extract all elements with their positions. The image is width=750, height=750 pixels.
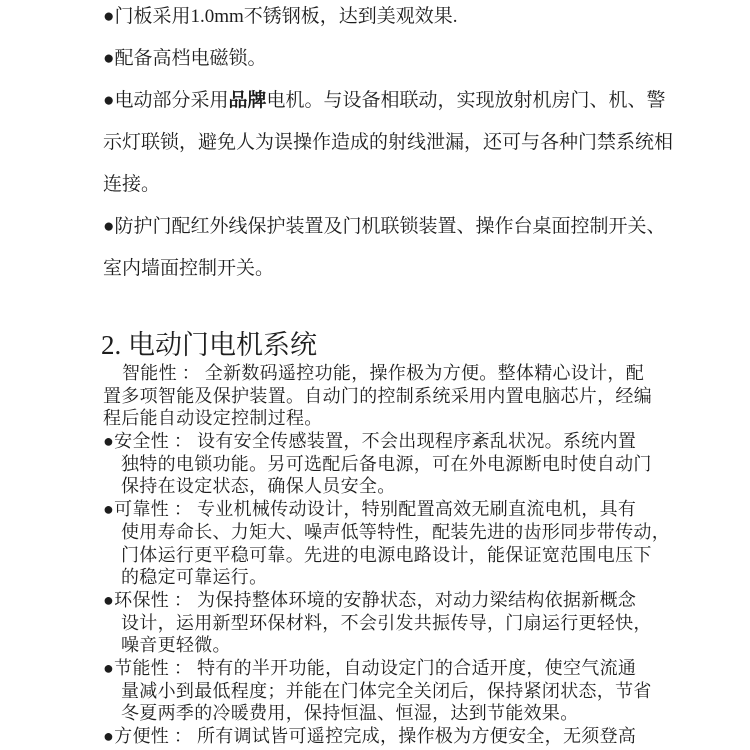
text-line: 保持在设定状态，确保人员安全。 bbox=[121, 476, 396, 497]
section-heading: 2. 电动门电机系统 bbox=[101, 330, 317, 360]
text-line: ●环保性 ： 为保持整体环境的安静状态，对动力梁结构依据新概念 bbox=[103, 589, 637, 610]
text-line: 冬夏两季的冷暖费用，保持恒温、恒湿，达到节能效果。 bbox=[121, 703, 579, 724]
text-line: 设计，运用新型环保材料，不会引发共振传导，门扇运行更轻快， bbox=[121, 612, 652, 633]
text-segment: 电机。与设备相联动，实现放射机房门、机、警 bbox=[266, 90, 666, 111]
text-line: ●安全性 ： 设有安全传感装置，不会出现程序紊乱状况。系统内置 bbox=[103, 431, 637, 452]
text-line: ●方便性 ： 所有调试皆可遥控完成，操作极为方便安全，无须登高 bbox=[103, 726, 637, 746]
text-segment: ●电动部分采用 bbox=[103, 90, 229, 111]
text-line: 的稳定可靠运行。 bbox=[121, 567, 268, 588]
text-line: 连接。 bbox=[103, 174, 161, 195]
text-line: ●配备高档电磁锁。 bbox=[103, 48, 267, 69]
text-line: 量减小到最低程度；并能在门体完全关闭后，保持紧闭状态，节省 bbox=[121, 680, 652, 701]
text-line: 示灯联锁，避免人为误操作造成的射线泄漏，还可与各种门禁系统相 bbox=[103, 132, 674, 153]
text-line: 独特的电锁功能。另可选配后备电源，可在外电源断电时使自动门 bbox=[121, 453, 652, 474]
text-line: 使用寿命长、力矩大、噪声低等特性，配装先进的齿形同步带传动， bbox=[121, 521, 670, 542]
text-line: ●门板采用1.0mm不锈钢板，达到美观效果. bbox=[103, 6, 458, 27]
text-line: 室内墙面控制开关。 bbox=[103, 258, 275, 279]
bold-text-segment: 品牌 bbox=[228, 90, 267, 111]
text-line: ●节能性 ： 特有的半开功能，自动设定门的合适开度，使空气流通 bbox=[103, 657, 637, 678]
top-bullet-section bbox=[103, 0, 673, 290]
text-line: 置多项智能及保护装置。自动门的控制系统采用内置电脑芯片，经编 bbox=[103, 385, 652, 406]
feature-list-section bbox=[103, 362, 670, 748]
text-line bbox=[103, 80, 673, 122]
text-line: 门体运行更平稳可靠。先进的电源电路设计，能保证宽范围电压下 bbox=[121, 544, 652, 565]
text-line: ●防护门配红外线保护装置及门机联锁装置、操作台桌面控制开关、 bbox=[103, 216, 666, 237]
text-line: ●可靠性 ： 专业机械传动设计，特别配置高效无刷直流电机，具有 bbox=[103, 499, 637, 520]
text-line: 噪音更轻微。 bbox=[121, 635, 231, 656]
text-line: 智能性 ： 全新数码遥控功能，操作极为方便。整体精心设计，配 bbox=[122, 363, 644, 383]
text-line: 程后能自动设定控制过程。 bbox=[103, 408, 323, 429]
